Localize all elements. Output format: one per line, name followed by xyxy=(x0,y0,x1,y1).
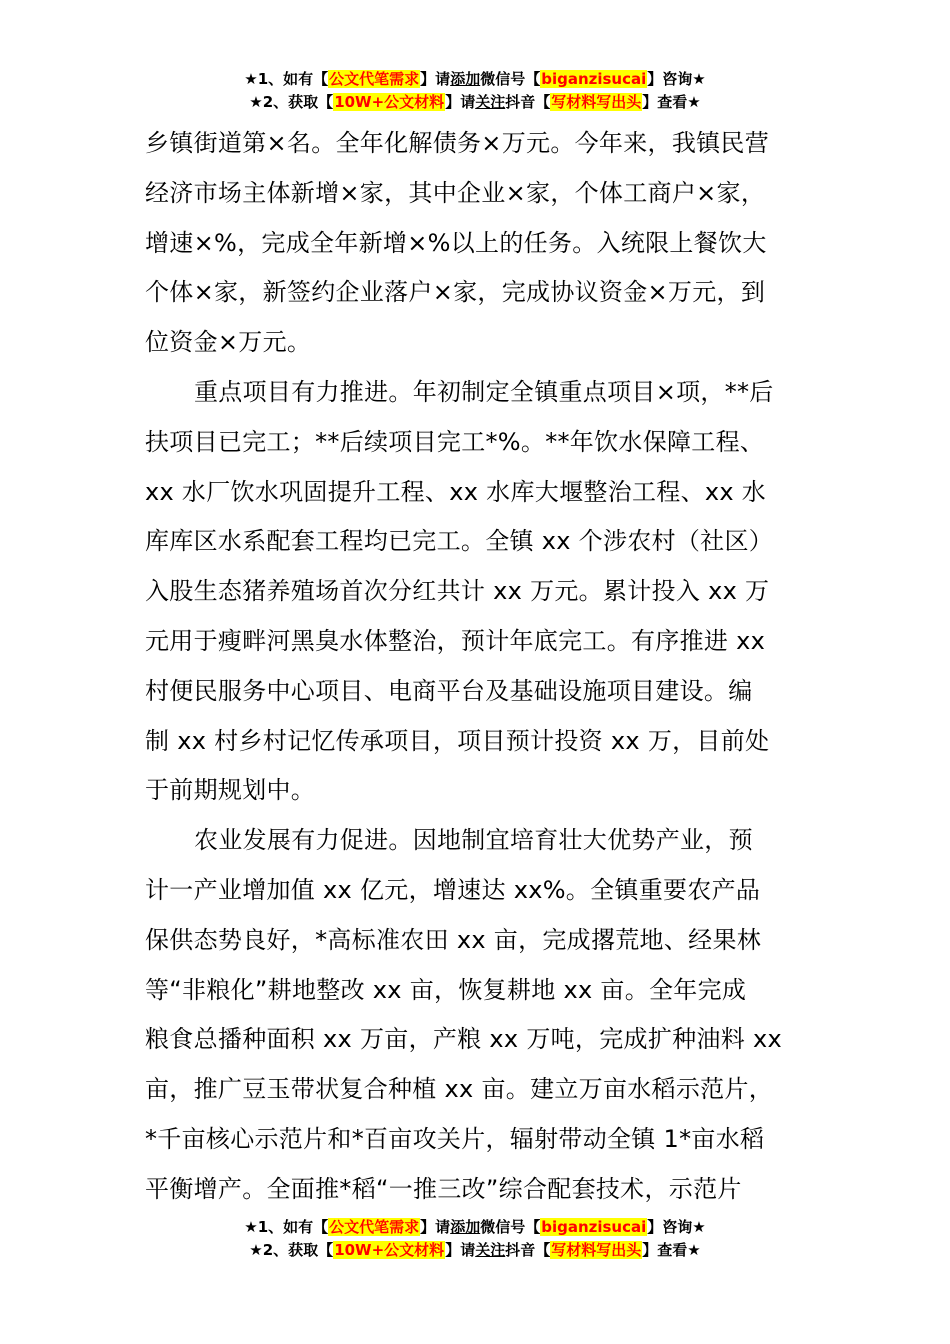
text-line: 增速×%，完成全年新增×%以上的任务。入统限上餐饮大 xyxy=(145,228,767,257)
highlight-service: 公文代笔需求 xyxy=(329,1218,420,1236)
footer-banner-line-2: ★2、获取【10W+公文材料】请关注抖音【写材料写出头】查看★ xyxy=(249,1241,701,1259)
text-line: 个体×家，新签约企业落户×家，完成协议资金×万元，到 xyxy=(145,278,766,307)
highlight-materials: 10W+公文材料 xyxy=(334,1241,445,1259)
text-line: 亩，推广豆玉带状复合种植 xx 亩。建立万亩水稻示范片， xyxy=(145,1075,774,1104)
highlight-materials: 10W+公文材料 xyxy=(334,93,445,111)
text-line: 计一产业增加值 xx 亿元，增速达 xx%。全镇重要农产品 xyxy=(145,875,761,904)
highlight-douyin-account: 写材料写出头 xyxy=(551,1241,642,1259)
highlight-wechat-id: biganzisucai xyxy=(541,1218,647,1236)
text-line: xx 水厂饮水巩固提升工程、xx 水库大堰整治工程、xx 水 xyxy=(145,477,767,506)
header-banner-line-2: ★2、获取【10W+公文材料】请关注抖音【写材料写出头】查看★ xyxy=(249,93,701,111)
text-line: 重点项目有力推进。年初制定全镇重点项目×项，**后 xyxy=(194,377,774,406)
text-line: 等“非粮化”耕地整改 xx 亩，恢复耕地 xx 亩。全年完成 xyxy=(145,975,747,1004)
highlight-wechat-id: biganzisucai xyxy=(541,70,647,88)
text-line: 平衡增产。全面推*稻“一推三改”综合配套技术，示范片 xyxy=(145,1174,742,1203)
text-line: 保供态势良好，*高标准农田 xx 亩，完成撂荒地、经果林 xyxy=(145,925,762,954)
text-line: 村便民服务中心项目、电商平台及基础设施项目建设。编 xyxy=(145,676,753,705)
text-line: 粮食总播种面积 xx 万亩，产粮 xx 万吨，完成扩种油料 xx xyxy=(145,1025,782,1054)
header-banner-line-1: ★1、如有【公文代笔需求】请添加微信号【biganzisucai】咨询★ xyxy=(244,70,706,88)
text-line: 经济市场主体新增×家，其中企业×家，个体工商户×家， xyxy=(145,178,766,207)
text-line: 元用于瘦畔河黑臭水体整治，预计年底完工。有序推进 xx xyxy=(145,626,766,655)
header-banner xyxy=(0,68,950,114)
highlight-douyin-account: 写材料写出头 xyxy=(551,93,642,111)
text-line: 位资金×万元。 xyxy=(145,328,312,357)
footer-banner-line-1: ★1、如有【公文代笔需求】请添加微信号【biganzisucai】咨询★ xyxy=(244,1218,706,1236)
text-line: 于前期规划中。 xyxy=(145,776,316,805)
document-body xyxy=(145,119,805,1215)
footer-banner xyxy=(0,1216,950,1262)
text-line: 扶项目已完工；**后续项目完工*%。**年饮水保障工程、 xyxy=(145,427,765,456)
text-line: 乡镇街道第×名。全年化解债务×万元。今年来，我镇民营 xyxy=(145,129,770,157)
highlight-service: 公文代笔需求 xyxy=(329,70,420,88)
paragraph-continued xyxy=(145,119,805,368)
paragraph-key-projects xyxy=(145,368,805,816)
text-line: 库库区水系配套工程均已完工。全镇 xx 个涉农村（社区） xyxy=(145,527,774,556)
text-line: 农业发展有力促进。因地制宜培育壮大优势产业，预 xyxy=(194,826,753,855)
text-line: 入股生态猪养殖场首次分红共计 xx 万元。累计投入 xx 万 xyxy=(145,577,770,606)
text-line: 制 xx 村乡村记忆传承项目，项目预计投资 xx 万，目前处 xyxy=(145,726,770,755)
paragraph-agriculture xyxy=(145,816,805,1214)
text-line: *千亩核心示范片和*百亩攻关片，辐射带动全镇 1*亩水稻 xyxy=(145,1124,765,1153)
